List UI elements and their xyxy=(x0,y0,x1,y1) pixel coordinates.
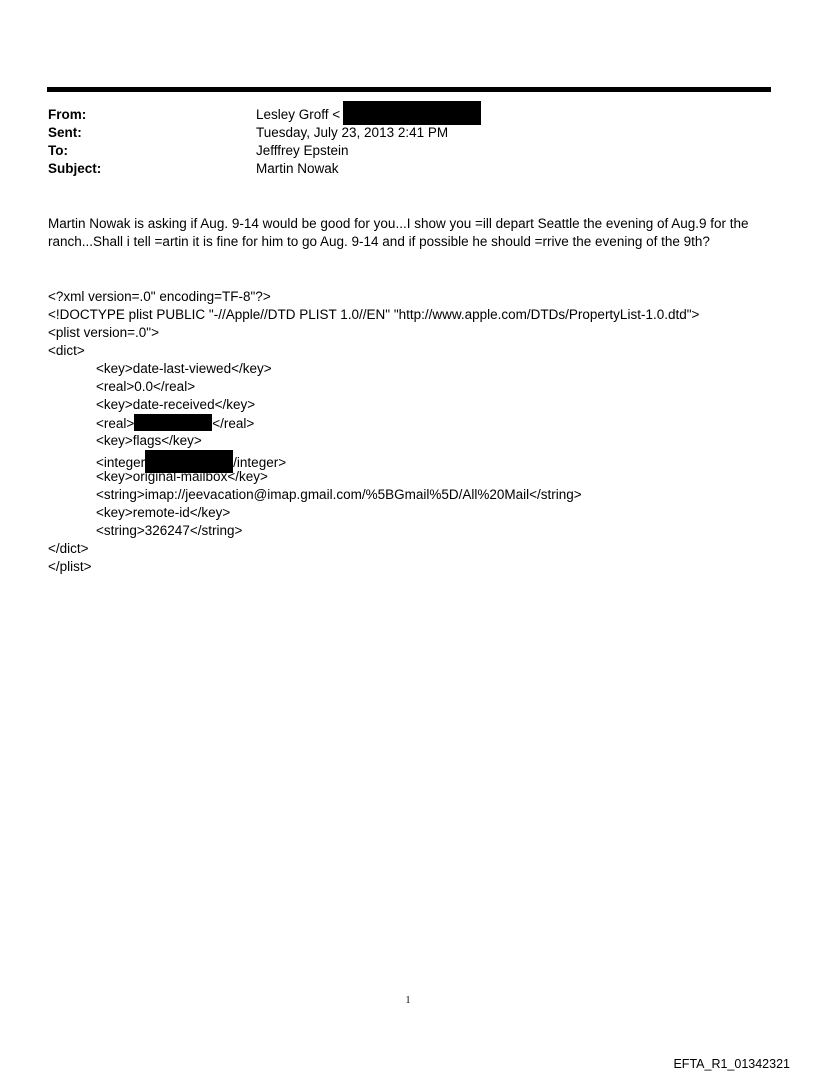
xml-line-real-redacted xyxy=(48,414,764,432)
page-number: 1 xyxy=(405,995,411,1006)
to-value: Jefffrey Epstein xyxy=(256,143,349,158)
body-line-2: ranch...Shall i tell =artin it is fine for him to go Aug. 9-14 and if possible he should =rrive the evening of the 9th? xyxy=(48,234,710,249)
xml-line-dict-open: <dict> xyxy=(48,343,85,358)
to-row xyxy=(48,142,748,160)
integer-open-tag: <integer xyxy=(96,455,146,470)
xml-line-remote-id-string: <string>326247</string> xyxy=(96,523,243,538)
email-body xyxy=(48,215,764,251)
sent-value: Tuesday, July 23, 2013 2:41 PM xyxy=(256,125,449,140)
plist-xml-block xyxy=(48,288,764,576)
sent-row xyxy=(48,124,748,142)
xml-line-mailbox-string: <string>imap://jeevacation@imap.gmail.com/%5BGmail%5D/All%20Mail</string> xyxy=(96,487,582,502)
email-header xyxy=(48,106,748,178)
xml-line-key-remote-id: <key>remote-id</key> xyxy=(96,505,231,520)
xml-line-plist-open: <plist version=.0"> xyxy=(48,325,159,340)
to-label: To: xyxy=(48,143,68,158)
from-label: From: xyxy=(48,107,87,122)
from-row xyxy=(48,106,748,124)
xml-line-dict-close: </dict> xyxy=(48,541,89,556)
sent-label: Sent: xyxy=(48,125,82,140)
real-close-tag: </real> xyxy=(212,416,255,431)
xml-line-key-original-mailbox: <key>original-mailbox</key> xyxy=(96,469,268,484)
xml-line-integer-redacted xyxy=(48,450,764,468)
xml-line-key-date-last-viewed: <key>date-last-viewed</key> xyxy=(96,361,272,376)
subject-row xyxy=(48,160,748,178)
xml-line-doctype: <!DOCTYPE plist PUBLIC "-//Apple//DTD PLIST 1.0//EN" "http://www.apple.com/DTDs/PropertyList-1.0.dtd"> xyxy=(48,307,700,322)
xml-line-key-flags: <key>flags</key> xyxy=(96,433,202,448)
redaction-box xyxy=(343,101,481,125)
body-line-1: Martin Nowak is asking if Aug. 9-14 would be good for you...I show you =ill depart Seattle the evening of Aug.9 for the xyxy=(48,216,749,231)
real-open-tag: <real> xyxy=(96,416,135,431)
redaction-box xyxy=(134,414,212,431)
subject-label: Subject: xyxy=(48,161,102,176)
integer-close-tag: /integer> xyxy=(233,455,287,470)
xml-line-declaration: <?xml version=.0" encoding=TF-8"?> xyxy=(48,289,271,304)
subject-value: Martin Nowak xyxy=(256,161,339,176)
from-value-wrap xyxy=(256,106,481,124)
xml-line-plist-close: </plist> xyxy=(48,559,92,574)
header-divider xyxy=(47,87,771,92)
xml-line-key-date-received: <key>date-received</key> xyxy=(96,397,256,412)
bates-number: EFTA_R1_01342321 xyxy=(673,1057,790,1071)
from-value: Lesley Groff < xyxy=(256,107,341,122)
xml-line-real-value: <real>0.0</real> xyxy=(96,379,196,394)
